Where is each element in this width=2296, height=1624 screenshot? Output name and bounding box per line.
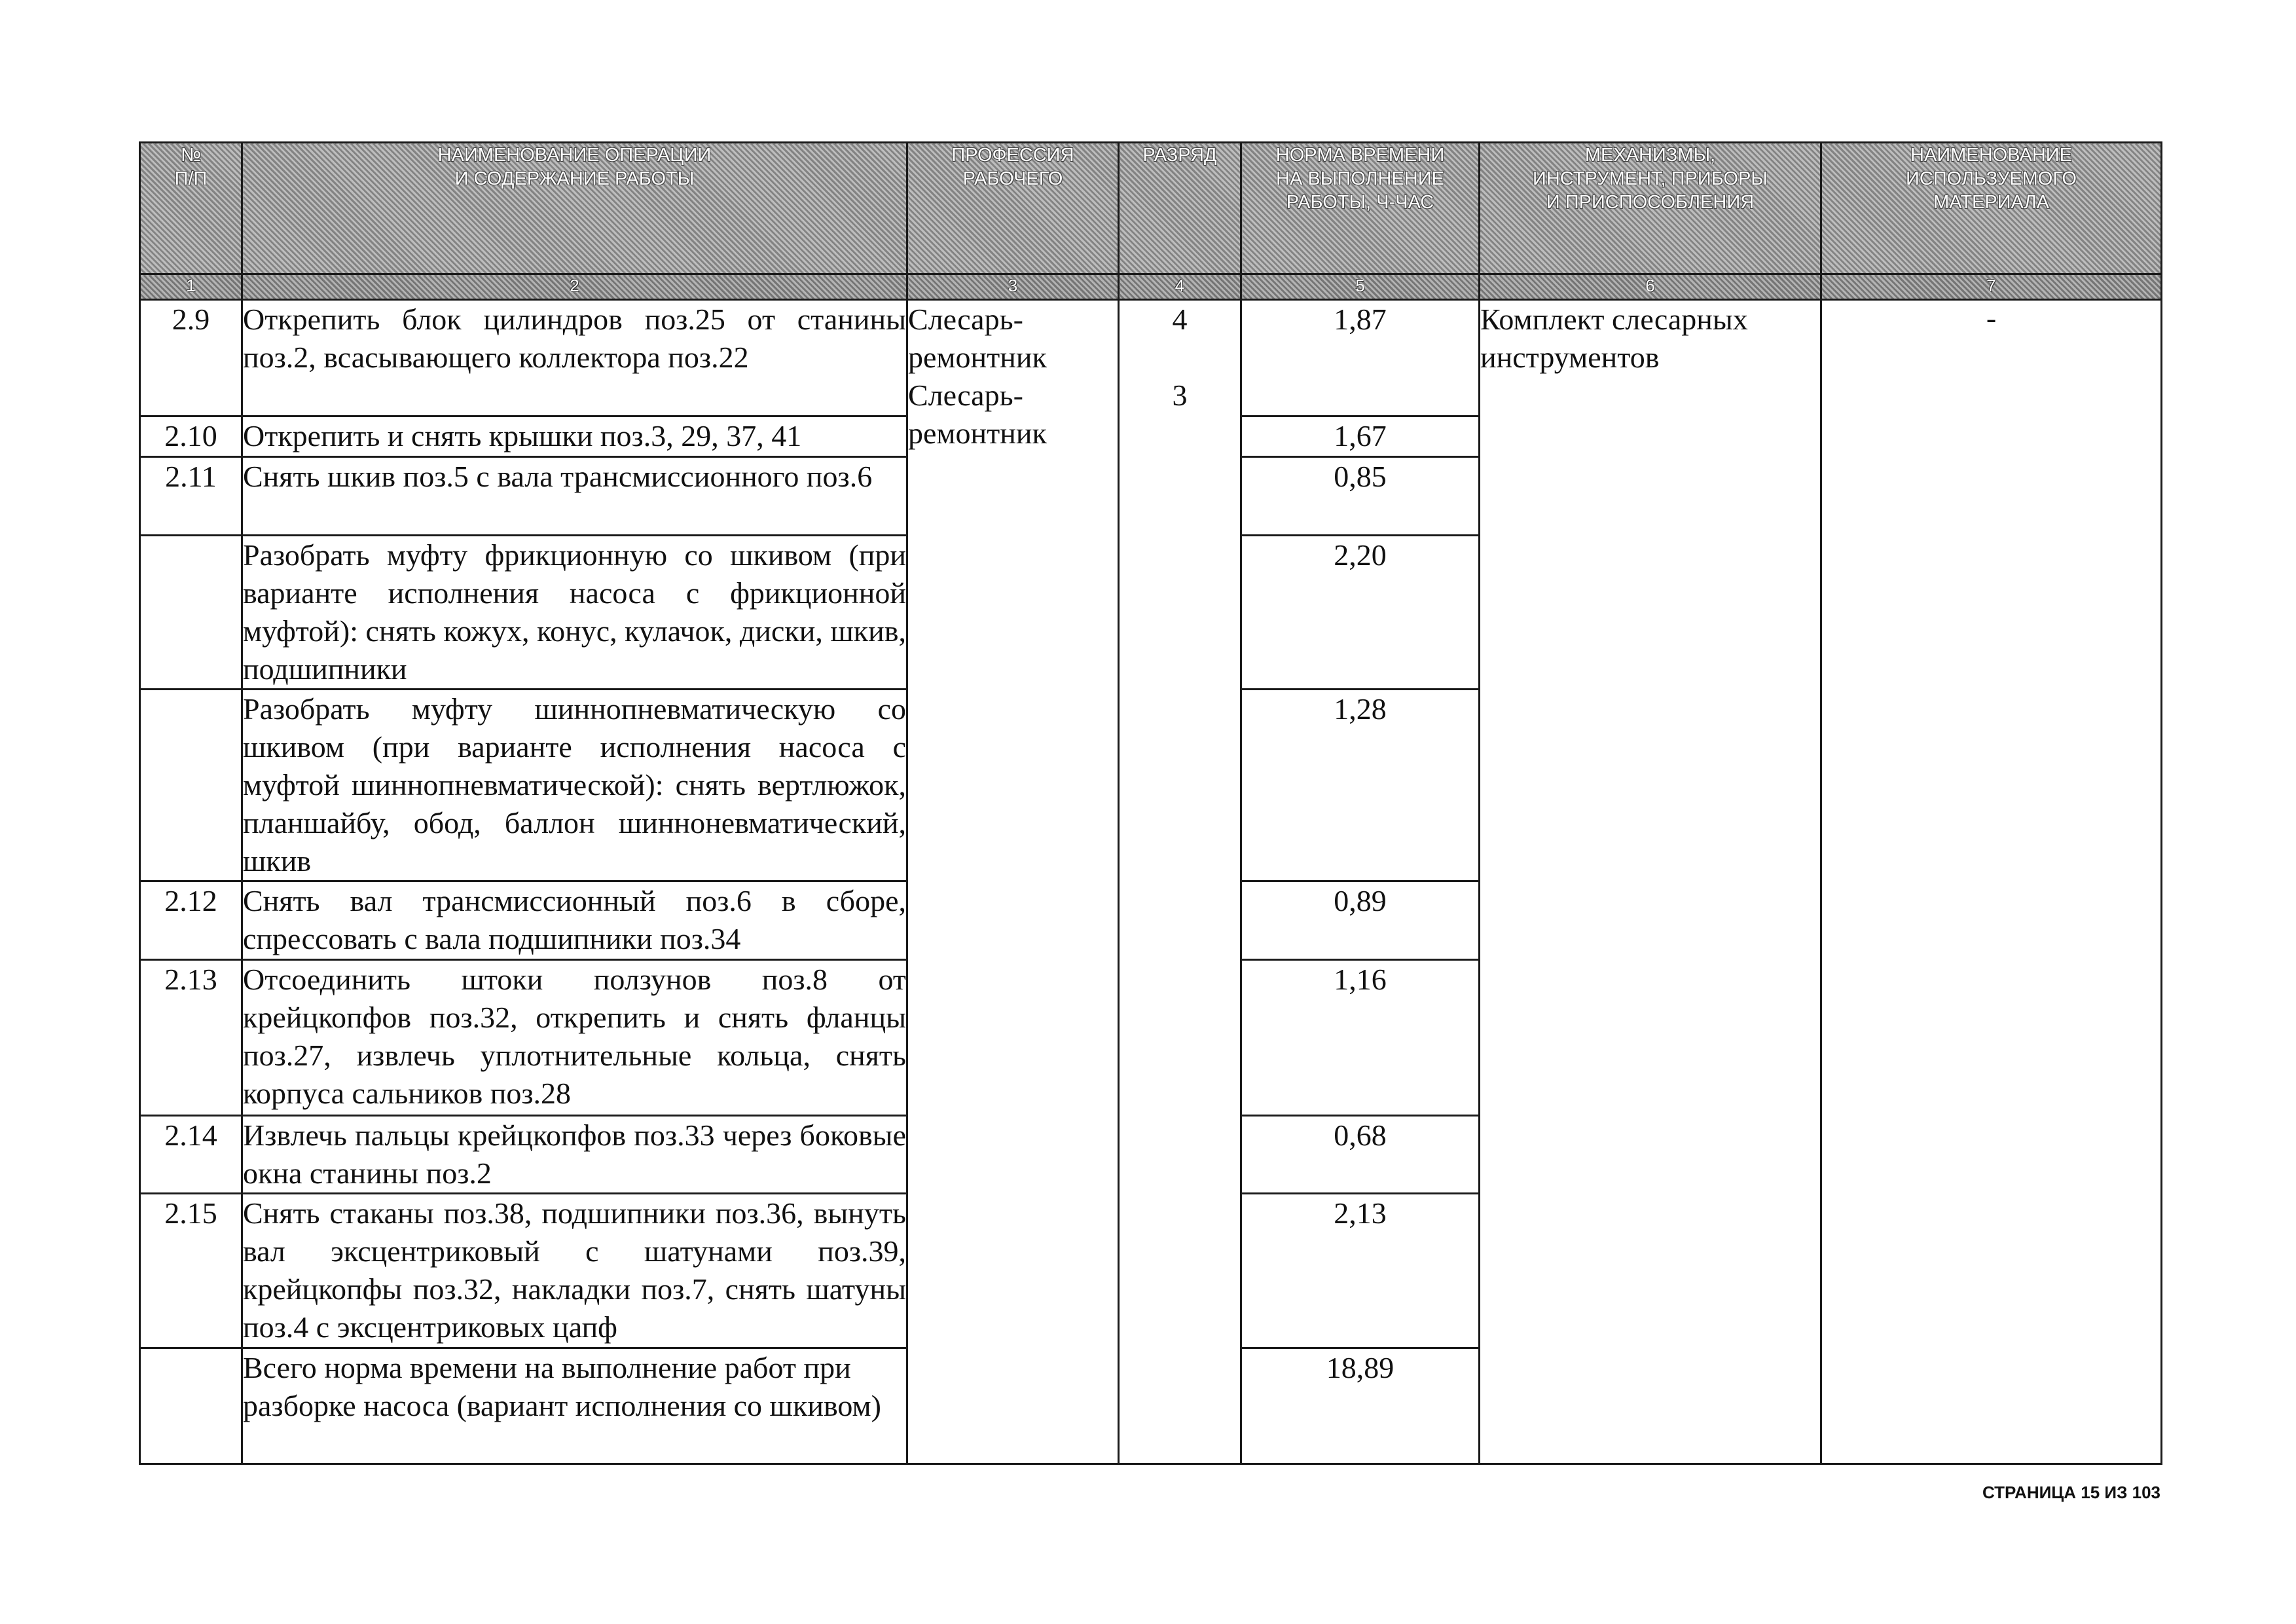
row-number: 2.14 — [140, 1116, 242, 1194]
col-number: 4 — [1119, 274, 1241, 300]
col-number: 7 — [1821, 274, 2162, 300]
operation-text: Открепить блок цилиндров поз.25 от станины поз.2, всасывающего коллектора поз.22 — [242, 300, 907, 416]
time-norm: 0,68 — [1241, 1116, 1480, 1194]
tools-cell: Комплект слесарных инструментов — [1480, 300, 1821, 1464]
table-row — [140, 300, 2162, 416]
operation-text: Разобрать муфту шиннопневматическую со шкивом (при варианте исполнения насоса с муфтой шиннопневматической): снять вертлюжок, планшайбу, обод, баллон шинноневматический, шкив — [242, 690, 907, 881]
page-counter: СТРАНИЦА 15 ИЗ 103 — [1982, 1483, 2160, 1502]
time-norm: 2,13 — [1241, 1194, 1480, 1348]
col-number: 5 — [1241, 274, 1480, 300]
header-grade: РАЗРЯД — [1119, 143, 1241, 274]
total-time-norm: 18,89 — [1241, 1348, 1480, 1464]
header-material: НАИМЕНОВАНИЕ ИСПОЛЬЗУЕМОГО МАТЕРИАЛА — [1821, 143, 2162, 274]
time-norm: 1,87 — [1241, 300, 1480, 416]
row-number — [140, 536, 242, 690]
operation-text: Снять шкив поз.5 с вала трансмиссионного поз.6 — [242, 457, 907, 536]
operation-text: Открепить и снять крышки поз.3, 29, 37, 41 — [242, 416, 907, 457]
operations-table — [139, 141, 2162, 1465]
row-number — [140, 690, 242, 881]
column-number-row — [140, 274, 2162, 300]
time-norm: 2,20 — [1241, 536, 1480, 690]
grade-cell: 4 3 — [1119, 300, 1241, 1464]
time-norm: 1,67 — [1241, 416, 1480, 457]
header-tools: МЕХАНИЗМЫ, ИНСТРУМЕНТ, ПРИБОРЫ И ПРИСПОСОБЛЕНИЯ — [1480, 143, 1821, 274]
profession-cell: Слесарь- ремонтник Слесарь- ремонтник — [907, 300, 1119, 1464]
row-number — [140, 1348, 242, 1464]
header-time-norm: НОРМА ВРЕМЕНИ НА ВЫПОЛНЕНИЕ РАБОТЫ, Ч-ЧАС — [1241, 143, 1480, 274]
material-cell: - — [1821, 300, 2162, 1464]
operation-text: Разобрать муфту фрикционную со шкивом (при варианте исполнения насоса с фрикционной муфтой): снять кожух, конус, кулачок, диски, шкив, подшипники — [242, 536, 907, 690]
row-number: 2.9 — [140, 300, 242, 416]
col-number: 6 — [1480, 274, 1821, 300]
operation-text: Снять вал трансмиссионный поз.6 в сборе, спрессовать с вала подшипники поз.34 — [242, 881, 907, 960]
col-number: 1 — [140, 274, 242, 300]
row-number: 2.15 — [140, 1194, 242, 1348]
time-norm: 1,28 — [1241, 690, 1480, 881]
header-operation: НАИМЕНОВАНИЕ ОПЕРАЦИИ И СОДЕРЖАНИЕ РАБОТЫ — [242, 143, 907, 274]
operation-text: Отсоединить штоки ползунов поз.8 от крейцкопфов поз.32, открепить и снять фланцы поз.27, извлечь уплотнительные кольца, снять корпуса сальников поз.28 — [242, 960, 907, 1116]
operation-text: Извлечь пальцы крейцкопфов поз.33 через боковые окна станины поз.2 — [242, 1116, 907, 1194]
operation-text: Снять стаканы поз.38, подшипники поз.36, вынуть вал эксцентриковый с шатунами поз.39, крейцкопфы поз.32, накладки поз.7, снять шатуны поз.4 с эксцентриковых цапф — [242, 1194, 907, 1348]
row-number: 2.12 — [140, 881, 242, 960]
time-norm: 0,89 — [1241, 881, 1480, 960]
header-num: № П/П — [140, 143, 242, 274]
col-number: 3 — [907, 274, 1119, 300]
row-number: 2.13 — [140, 960, 242, 1116]
time-norm: 1,16 — [1241, 960, 1480, 1116]
col-number: 2 — [242, 274, 907, 300]
row-number: 2.11 — [140, 457, 242, 536]
header-profession: ПРОФЕССИЯ РАБОЧЕГО — [907, 143, 1119, 274]
time-norm: 0,85 — [1241, 457, 1480, 536]
header-row — [140, 143, 2162, 274]
total-text: Всего норма времени на выполнение работ при разборке насоса (вариант исполнения со шкивом) — [242, 1348, 907, 1464]
row-number: 2.10 — [140, 416, 242, 457]
